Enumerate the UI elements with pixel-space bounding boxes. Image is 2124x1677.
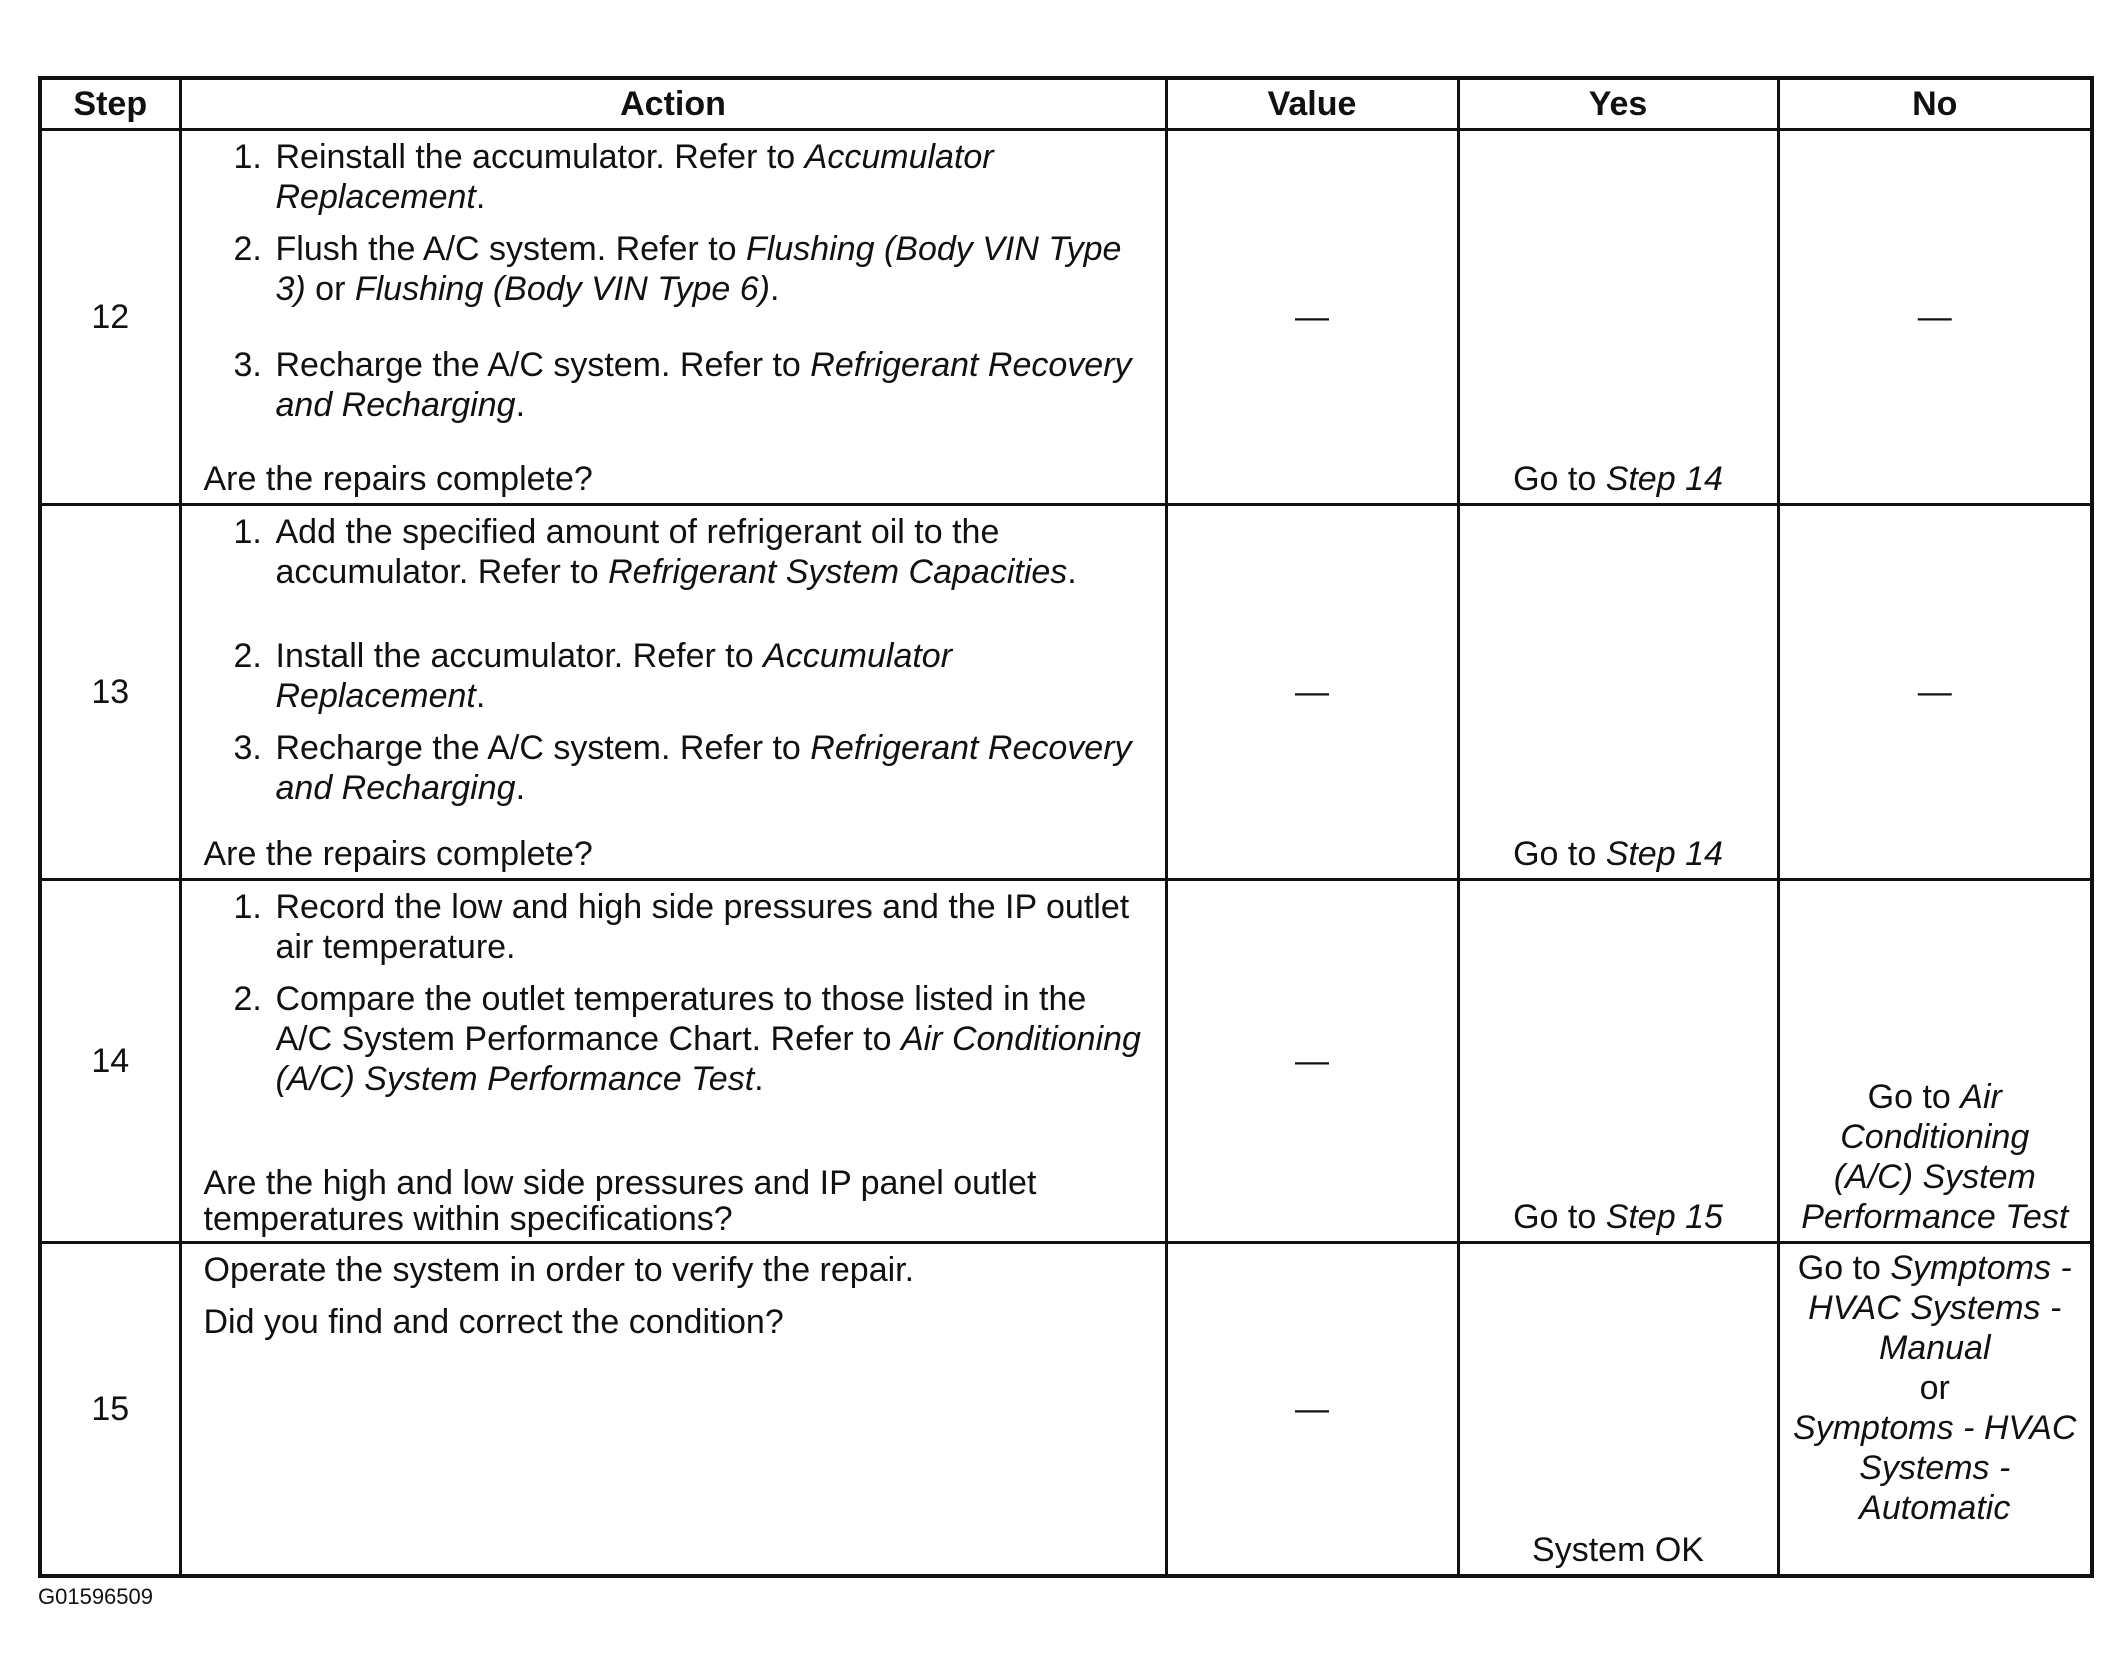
header-step: Step [40, 78, 180, 130]
action-cell [180, 130, 1166, 505]
reference-link[interactable]: Refrigerant System Capacities [608, 553, 1068, 591]
list-item: 2. Compare the outlet temperatures to those listed in the A/C System Performance Chart. Refer to Air Conditioning (A/C) System Performance Test. [233, 980, 1141, 1098]
header-no: No [1778, 78, 2092, 130]
reference-link[interactable]: Air Conditioning (A/C) System Performance Test [275, 1020, 1141, 1098]
yes-cell [1458, 1243, 1778, 1577]
reference-link[interactable]: Accumulator Replacement [275, 637, 953, 715]
reference-link[interactable]: Flushing (Body VIN Type 3) [275, 230, 1122, 308]
yes-link[interactable]: Step 15 [1605, 1198, 1723, 1236]
header-action: Action [180, 78, 1166, 130]
yes-link[interactable]: Step 14 [1605, 460, 1723, 498]
table-row [40, 880, 2092, 1243]
list-item: 2. Flush the A/C system. Refer to Flushing (Body VIN Type 3) or Flushing (Body VIN Type 6). [233, 230, 1122, 308]
action-cell [180, 880, 1166, 1243]
header-row [40, 78, 2092, 130]
step-number: 13 [40, 505, 180, 880]
diagnostic-table [38, 76, 2094, 1578]
reference-link[interactable]: Accumulator Replacement [275, 138, 994, 216]
value-cell: — [1166, 130, 1458, 505]
list-item: 2. Install the accumulator. Refer to Accumulator Replacement. [233, 637, 953, 715]
question-text: Are the repairs complete? [203, 835, 593, 873]
action-text: Operate the system in order to verify the repair. [203, 1251, 915, 1289]
no-link[interactable]: Air Conditioning (A/C) System Performance Test [1801, 1078, 2069, 1236]
or-text: or [1919, 1369, 1950, 1407]
reference-link[interactable]: Flushing (Body VIN Type 6) [354, 270, 770, 308]
value-cell: — [1166, 505, 1458, 880]
no-link[interactable]: Symptoms - HVAC Systems - Automatic [1793, 1409, 2077, 1527]
value-cell: — [1166, 880, 1458, 1243]
header-yes: Yes [1458, 78, 1778, 130]
yes-text: System OK [1532, 1531, 1704, 1569]
action-cell [180, 1243, 1166, 1577]
question-text: Did you find and correct the condition? [203, 1303, 784, 1341]
table-row [40, 130, 2092, 505]
no-cell: Go to Air Conditioning (A/C) System Performance Test [1778, 880, 2092, 1243]
yes-cell: Go to Step 14 [1458, 130, 1778, 505]
yes-link[interactable]: Step 14 [1605, 835, 1723, 873]
question-text: Are the high and low side pressures and IP panel outlet temperatures within specifications? [203, 1164, 1037, 1238]
no-cell: — [1778, 130, 2092, 505]
value-cell: — [1166, 1243, 1458, 1577]
yes-cell: Go to Step 15 [1458, 880, 1778, 1243]
list-item: 1. Record the low and high side pressures and the IP outlet air temperature. [233, 888, 1130, 966]
step-number: 14 [40, 880, 180, 1243]
action-cell [180, 505, 1166, 880]
header-value: Value [1166, 78, 1458, 130]
reference-link[interactable]: Refrigerant Recovery and Recharging [275, 729, 1132, 807]
step-number: 12 [40, 130, 180, 505]
list-item: 1. Reinstall the accumulator. Refer to Accumulator Replacement. [233, 138, 994, 216]
step-number: 15 [40, 1243, 180, 1577]
no-cell: Go to Symptoms - HVAC Systems - Manual or Symptoms - HVAC Systems - Automatic [1778, 1243, 2092, 1577]
figure-id: G01596509 [38, 1584, 153, 1609]
table-row [40, 1243, 2092, 1577]
no-cell: — [1778, 505, 2092, 880]
no-link[interactable]: Symptoms - HVAC Systems - Manual [1808, 1249, 2072, 1367]
list-item: 1. Add the specified amount of refrigerant oil to the accumulator. Refer to Refrigerant System Capacities. [233, 513, 1077, 591]
yes-cell: Go to Step 14 [1458, 505, 1778, 880]
reference-link[interactable]: Refrigerant Recovery and Recharging [275, 346, 1132, 424]
list-item: 3. Recharge the A/C system. Refer to Refrigerant Recovery and Recharging. [233, 346, 1132, 424]
table-row [40, 505, 2092, 880]
question-text: Are the repairs complete? [203, 460, 593, 498]
list-item: 3. Recharge the A/C system. Refer to Refrigerant Recovery and Recharging. [233, 729, 1132, 807]
